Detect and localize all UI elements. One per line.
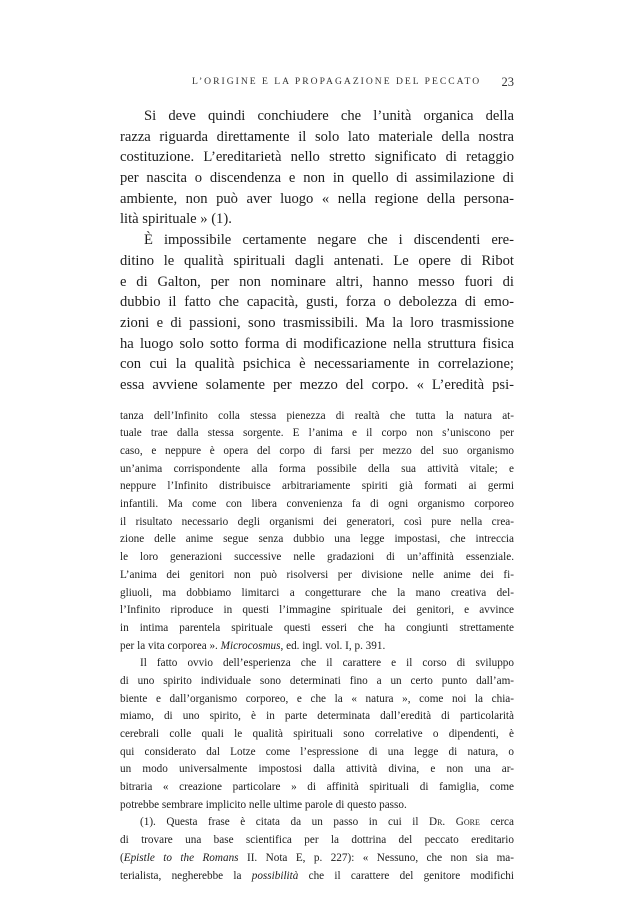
text-line: e di Galton, per non nominare altri, hanno messo fuori di [120, 273, 514, 290]
text-line: ha luogo solo sotto forma di modificazione nella struttura fisica [120, 335, 514, 352]
footnote-line: potrebbe sembrare implicito nelle ultime parole di questo passo. [120, 798, 407, 811]
footnote-text: cerca [479, 816, 514, 829]
book-title: Epistle to the Romans [123, 851, 239, 864]
page-body [120, 106, 514, 885]
text-line: È impossibile certamente negare che i discendenti ere- [144, 232, 514, 249]
footnote-line: gliuoli, ma dobbiamo limitarci a congetturare che la mano creativa del- [120, 586, 514, 599]
footnote-text: , ed. ingl. vol. I, p. 391. [280, 639, 386, 652]
footnote-line: zione delle anime segue senza dubbio una legge impostasi, che intreccia [120, 533, 514, 546]
text-line: zioni e di passioni, sono trasmissibili. Ma la loro trasmissione [120, 314, 514, 331]
footnote-line: un’anima corrispondente alla forma possibile della sua attività vitale; e [120, 462, 514, 475]
running-title: L’ORIGINE E LA PROPAGAZIONE DEL PECCATO [192, 76, 482, 87]
footnote-line: tanza dell’Infinito colla stessa pienezza di realtà che tutta la natura at- [120, 409, 514, 422]
footnote-text: per la vita corporea ». [120, 639, 221, 652]
footnote-line: il risultato necessario degli organismi dei generatori, così pure nella crea- [120, 515, 514, 528]
text-line: costituzione. L’ereditarietà nello stretto significato di retaggio [120, 149, 514, 166]
text-line: ditino le qualità spirituali dagli antenati. Le opere di Ribot [120, 252, 514, 269]
text-line: dubbio il fatto che capacità, gusti, forza o debolezza di emo- [120, 294, 514, 311]
text-line: Si deve quindi conchiudere che l’unità organica della [144, 108, 514, 124]
text-line: per nascita o discendenza e non in quello di assimilazione di [120, 170, 514, 187]
text-line: ambiente, non può aver luogo « nella regione della persona- [120, 190, 514, 207]
footnote-text: (1). Questa frase è citata da un passo in cui il [140, 816, 430, 829]
text-line: con cui la qualità psichica è necessariamente in correlazione; [120, 356, 514, 373]
text-line: razza riguarda direttamente il solo lato materiale della nostra [120, 128, 514, 145]
footnote-line: le loro generazioni successive nelle gradazioni di un’affinità essenziale. [120, 551, 514, 564]
footnote-line [120, 638, 514, 656]
page-number: 23 [501, 75, 514, 89]
footnote-line: tuale trae dalla stessa sorgente. E l’anima e il corpo non s’uniscono per [120, 427, 514, 440]
page-header [120, 73, 514, 91]
footnote-line: in intima parentela spirituale questi esseri che ha congiunti strettamente [120, 621, 514, 634]
text-line: essa avviene solamente per mezzo del corpo. « L’eredità psi- [120, 376, 514, 393]
text-line: lità spirituale » (1). [120, 211, 232, 228]
emphasis: possibilità [251, 869, 299, 882]
footnote-line [120, 868, 514, 886]
footnote-line: qui considerato dal Lotze come l’espressione di una legge di natura, o [120, 745, 514, 758]
footnote-text: terialista, negherebbe la [120, 869, 252, 882]
footnote-line: un modo universalmente impostosi dalla attività divina, e non una ar- [120, 763, 514, 776]
footnote-line: cerebrali colle quali le qualità spirituali sono correlative o dipendenti, è [120, 728, 514, 740]
footnote-line: infantili. Ma come con libera convenienza fa di ogni organismo corporeo [120, 498, 514, 511]
footnote-text: II. Nota E, p. 227): « Nessuno, che non sia ma- [238, 851, 514, 864]
footnote-line [120, 814, 514, 832]
footnote-line: di uno spirito individuale sono determinati fino a un certo punto dall’am- [120, 674, 514, 687]
author-name: Dr. Gore [429, 816, 480, 829]
footnote-line: (Epistle to the Romans II. Nota E, p. 227): « Nessuno, che non sia ma- [120, 851, 514, 864]
footnote-line: l’Infinito riproduce in questi l’immagine spirituale dei genitori, e avvince [120, 604, 514, 617]
book-title: Microcosmus [220, 639, 281, 652]
footnote-line: bitraria « creazione particolare » di affinità spirituali di famiglia, come [120, 781, 514, 794]
footnote-text: che il carattere del genitore modifichi [298, 869, 514, 882]
footnote-line: Il fatto ovvio dell’esperienza che il carattere e il corso di sviluppo [140, 657, 514, 670]
footnotes [120, 408, 514, 886]
footnote-line: L’anima dei genitori non può risolversi per divisione nelle anime dei fi- [120, 568, 514, 581]
footnote-line: di trovare una base scientifica per la dottrina del peccato ereditario [120, 834, 514, 847]
main-text [120, 106, 514, 396]
footnote-line: miamo, di uno spirito, è in parte determinata dall’eredità di particolarità [120, 710, 514, 723]
footnote-line: neppure l’Infinito distribuisce arbitrariamente spiriti già formati ai germi [120, 480, 514, 493]
footnote-line: caso, e neppure è opera del corpo di farsi per mezzo del suo organismo [120, 445, 514, 457]
footnote-line: biente e dall’organismo corporeo, e che la « natura », come noi la chia- [120, 692, 514, 705]
